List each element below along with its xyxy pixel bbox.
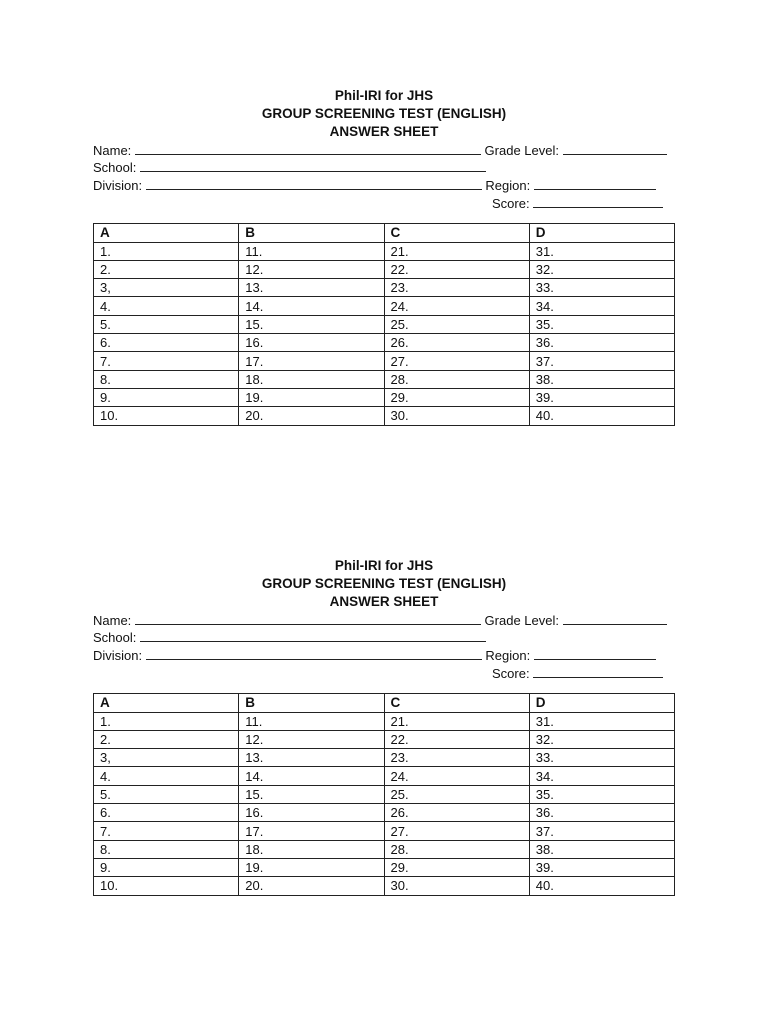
- table-row: [94, 822, 675, 840]
- table-row: [94, 370, 675, 388]
- answer-cell[interactable]: 18.: [239, 840, 384, 858]
- answer-cell[interactable]: 28.: [384, 370, 529, 388]
- answer-cell[interactable]: 30.: [384, 407, 529, 425]
- table-row: [94, 730, 675, 748]
- answer-cell[interactable]: 4.: [94, 767, 239, 785]
- answer-cell[interactable]: 14.: [239, 297, 384, 315]
- answer-cell[interactable]: 27.: [384, 352, 529, 370]
- answer-cell[interactable]: 1.: [94, 712, 239, 730]
- table-row: [94, 334, 675, 352]
- answer-cell[interactable]: 26.: [384, 804, 529, 822]
- answer-cell[interactable]: 25.: [384, 785, 529, 803]
- answer-cell[interactable]: 1.: [94, 242, 239, 260]
- table-row: [94, 352, 675, 370]
- sheet-title: Phil-IRI for JHS: [334, 88, 434, 103]
- answer-cell[interactable]: 32.: [529, 730, 674, 748]
- answer-cell[interactable]: 36.: [529, 804, 674, 822]
- answer-cell[interactable]: 20.: [239, 877, 384, 895]
- answer-cell[interactable]: 5.: [94, 315, 239, 333]
- sheet-heading: ANSWER SHEET: [329, 594, 439, 610]
- answer-cell[interactable]: 37.: [529, 822, 674, 840]
- answer-cell[interactable]: 2.: [94, 260, 239, 278]
- answer-sheet: [93, 557, 675, 896]
- answer-cell[interactable]: 25.: [384, 315, 529, 333]
- table-row: [94, 785, 675, 803]
- division-label: Division:: [93, 648, 143, 664]
- table-row: [94, 749, 675, 767]
- answer-cell[interactable]: 24.: [384, 767, 529, 785]
- answer-cell[interactable]: 31.: [529, 712, 674, 730]
- grade-level-label: Grade Level:: [484, 612, 559, 628]
- column-header: B: [239, 693, 384, 712]
- answer-cell[interactable]: 40.: [529, 877, 674, 895]
- table-row: [94, 388, 675, 406]
- table-row: [94, 260, 675, 278]
- answer-cell[interactable]: 39.: [529, 858, 674, 876]
- answer-cell[interactable]: 11.: [239, 712, 384, 730]
- answer-cell[interactable]: 35.: [529, 785, 674, 803]
- answer-cell[interactable]: 2.: [94, 730, 239, 748]
- region-field[interactable]: [534, 647, 656, 660]
- answer-cell[interactable]: 19.: [239, 858, 384, 876]
- column-header: A: [94, 223, 239, 242]
- answer-cell[interactable]: 6.: [94, 804, 239, 822]
- sheet-title: Phil-IRI for JHS: [334, 558, 434, 573]
- name-field[interactable]: [135, 142, 481, 155]
- school-field[interactable]: [140, 629, 486, 642]
- score-row: [93, 665, 675, 683]
- name-row: [93, 142, 675, 160]
- answer-cell[interactable]: 12.: [239, 730, 384, 748]
- answer-cell[interactable]: 40.: [529, 407, 674, 425]
- answer-cell[interactable]: 23.: [384, 279, 529, 297]
- answer-cell[interactable]: 10.: [94, 877, 239, 895]
- answer-cell[interactable]: 8.: [94, 840, 239, 858]
- table-row: [94, 712, 675, 730]
- answer-cell[interactable]: 10.: [94, 407, 239, 425]
- score-field[interactable]: [533, 195, 663, 208]
- answer-cell[interactable]: 33.: [529, 279, 674, 297]
- division-row: [93, 177, 675, 195]
- answer-cell[interactable]: 26.: [384, 334, 529, 352]
- answer-cell[interactable]: 27.: [384, 822, 529, 840]
- score-field[interactable]: [533, 665, 663, 678]
- answer-cell[interactable]: 16.: [239, 334, 384, 352]
- score-row: [93, 195, 675, 213]
- answer-cell[interactable]: 16.: [239, 804, 384, 822]
- answer-cell[interactable]: 36.: [529, 334, 674, 352]
- table-row: [94, 767, 675, 785]
- name-row: [93, 612, 675, 630]
- score-label: Score:: [492, 196, 530, 211]
- answer-cell[interactable]: 38.: [529, 840, 674, 858]
- answer-cell[interactable]: 29.: [384, 388, 529, 406]
- table-header-row: [94, 693, 675, 712]
- score-label: Score:: [492, 666, 530, 681]
- answer-cell[interactable]: 39.: [529, 388, 674, 406]
- table-row: [94, 315, 675, 333]
- table-row: [94, 242, 675, 260]
- answer-table: [93, 693, 675, 896]
- answer-cell[interactable]: 30.: [384, 877, 529, 895]
- region-field[interactable]: [534, 177, 656, 190]
- answer-cell[interactable]: 23.: [384, 749, 529, 767]
- answer-cell[interactable]: 13.: [239, 279, 384, 297]
- answer-cell[interactable]: 3,: [94, 279, 239, 297]
- answer-cell[interactable]: 33.: [529, 749, 674, 767]
- table-row: [94, 877, 675, 895]
- answer-cell[interactable]: 35.: [529, 315, 674, 333]
- division-field[interactable]: [146, 177, 482, 190]
- division-label: Division:: [93, 178, 143, 194]
- school-label: School:: [93, 160, 137, 176]
- table-row: [94, 840, 675, 858]
- grade-level-label: Grade Level:: [484, 142, 559, 158]
- name-label: Name:: [93, 142, 132, 158]
- answer-cell[interactable]: 6.: [94, 334, 239, 352]
- answer-cell[interactable]: 3,: [94, 749, 239, 767]
- answer-cell[interactable]: 9.: [94, 388, 239, 406]
- sheet-subtitle: GROUP SCREENING TEST (ENGLISH): [261, 576, 507, 592]
- region-label: Region:: [485, 178, 531, 194]
- answer-cell[interactable]: 13.: [239, 749, 384, 767]
- sheet-subtitle: GROUP SCREENING TEST (ENGLISH): [261, 106, 507, 122]
- answer-cell[interactable]: 17.: [239, 352, 384, 370]
- answer-cell[interactable]: 34.: [529, 297, 674, 315]
- answer-cell[interactable]: 11.: [239, 242, 384, 260]
- answer-cell[interactable]: 20.: [239, 407, 384, 425]
- answer-cell[interactable]: 37.: [529, 352, 674, 370]
- answer-cell[interactable]: 19.: [239, 388, 384, 406]
- answer-cell[interactable]: 34.: [529, 767, 674, 785]
- answer-cell[interactable]: 9.: [94, 858, 239, 876]
- column-header: C: [384, 223, 529, 242]
- school-field[interactable]: [140, 159, 486, 172]
- sheet-heading: ANSWER SHEET: [329, 124, 439, 140]
- name-field[interactable]: [135, 612, 481, 625]
- answer-cell[interactable]: 17.: [239, 822, 384, 840]
- answer-cell[interactable]: 22.: [384, 730, 529, 748]
- region-label: Region:: [485, 648, 531, 664]
- answer-cell[interactable]: 31.: [529, 242, 674, 260]
- grade-level-field[interactable]: [563, 142, 667, 155]
- answer-cell[interactable]: 22.: [384, 260, 529, 278]
- answer-cell[interactable]: 21.: [384, 242, 529, 260]
- name-label: Name:: [93, 612, 132, 628]
- column-header: D: [529, 223, 674, 242]
- answer-cell[interactable]: 38.: [529, 370, 674, 388]
- school-label: School:: [93, 630, 137, 646]
- answer-cell[interactable]: 5.: [94, 785, 239, 803]
- table-row: [94, 858, 675, 876]
- answer-cell[interactable]: 15.: [239, 785, 384, 803]
- answer-cell[interactable]: 4.: [94, 297, 239, 315]
- division-field[interactable]: [146, 647, 482, 660]
- column-header: A: [94, 693, 239, 712]
- table-row: [94, 297, 675, 315]
- answer-cell[interactable]: 24.: [384, 297, 529, 315]
- column-header: B: [239, 223, 384, 242]
- school-row: [93, 629, 675, 647]
- answer-cell[interactable]: 29.: [384, 858, 529, 876]
- answer-cell[interactable]: 18.: [239, 370, 384, 388]
- column-header: C: [384, 693, 529, 712]
- answer-cell[interactable]: 7.: [94, 352, 239, 370]
- answer-sheet: [93, 87, 675, 426]
- answer-cell[interactable]: 7.: [94, 822, 239, 840]
- school-row: [93, 159, 675, 177]
- column-header: D: [529, 693, 674, 712]
- grade-level-field[interactable]: [563, 612, 667, 625]
- table-row: [94, 279, 675, 297]
- answer-cell[interactable]: 12.: [239, 260, 384, 278]
- answer-cell[interactable]: 8.: [94, 370, 239, 388]
- table-row: [94, 407, 675, 425]
- answer-cell[interactable]: 15.: [239, 315, 384, 333]
- answer-cell[interactable]: 28.: [384, 840, 529, 858]
- division-row: [93, 647, 675, 665]
- answer-cell[interactable]: 32.: [529, 260, 674, 278]
- answer-table: [93, 223, 675, 426]
- table-row: [94, 804, 675, 822]
- answer-cell[interactable]: 21.: [384, 712, 529, 730]
- table-header-row: [94, 223, 675, 242]
- answer-cell[interactable]: 14.: [239, 767, 384, 785]
